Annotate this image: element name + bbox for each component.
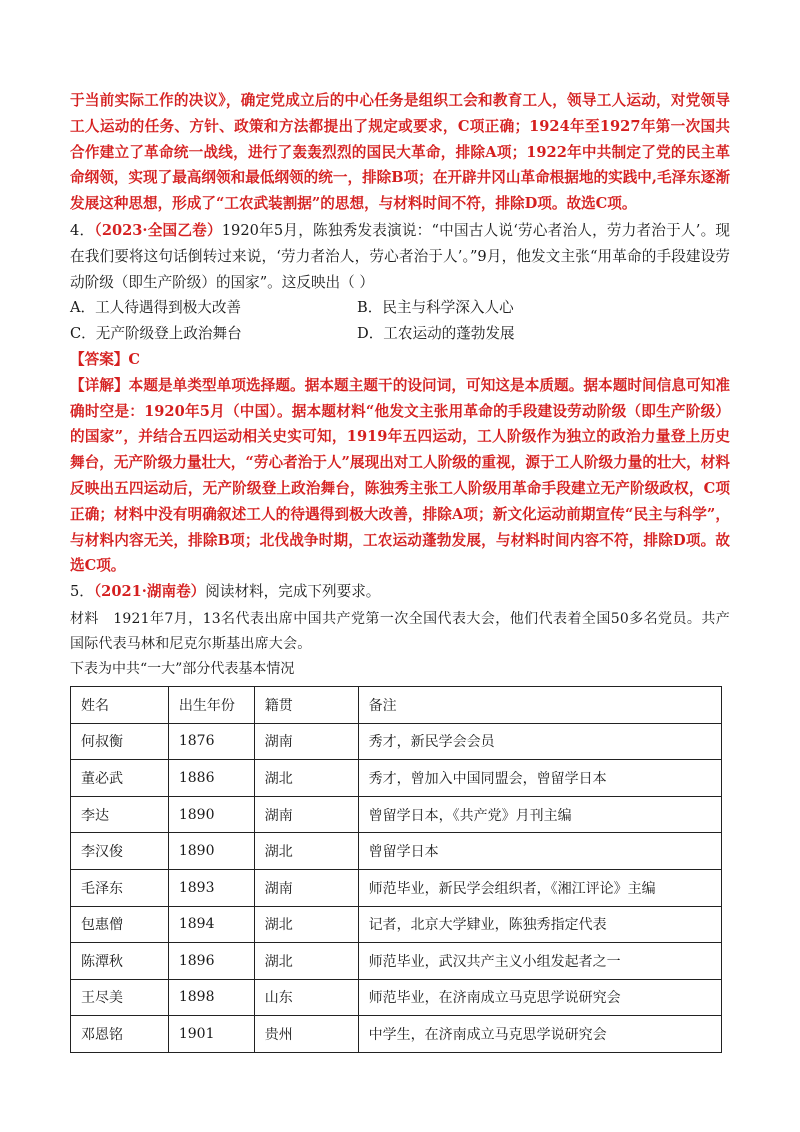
cell-birth-year: 1886 — [168, 760, 254, 797]
table-row — [71, 1016, 722, 1053]
cell-remarks: 中学生，在济南成立马克思学说研究会 — [358, 1016, 721, 1053]
question-5-source: （2021·湖南卷） — [93, 583, 206, 601]
previous-explanation: 于当前实际工作的决议》，确定党成立后的中心任务是组织工会和教育工人，领导工人运动，对党领导工人运动的任务、方针、政策和方法都提出了规定或要求，C项正确；1924年至1927年第一次国共合作建立了革命统一战线，进行了轰轰烈烈的国民大革命，排除A项；1922年中共制定了党的民主革命纲领，实现了最高纲领和最低纲领的统一，排除B项；在开辟井冈山革命根据地的实践中,毛泽东逐渐发展这种思想，形成了“工农武装割据”的思想，与材料时间不符，排除D项。故选C项。 — [70, 92, 730, 213]
cell-birth-year: 1876 — [168, 723, 254, 760]
cell-name: 邓恩铭 — [71, 1016, 169, 1053]
question-4-source: （2023·全国乙卷） — [94, 221, 222, 239]
option-d: D．工农运动的蓬勃发展 — [357, 325, 515, 343]
cell-native-place: 湖南 — [254, 796, 358, 833]
cell-remarks: 秀才，新民学会会员 — [358, 723, 721, 760]
cell-name: 包惠僧 — [71, 906, 169, 943]
table-row — [71, 796, 722, 833]
question-5-text: 阅读材料，完成下列要求。 — [205, 583, 381, 601]
cell-birth-year: 1898 — [168, 979, 254, 1016]
cell-remarks: 师范毕业，在济南成立马克思学说研究会 — [358, 979, 721, 1016]
cell-native-place: 湖北 — [254, 833, 358, 870]
table-row — [71, 760, 722, 797]
cell-native-place: 湖北 — [254, 943, 358, 980]
cell-name: 李达 — [71, 796, 169, 833]
cell-remarks: 记者，北京大学肄业，陈独秀指定代表 — [358, 906, 721, 943]
header-name: 姓名 — [71, 686, 169, 723]
table-row — [71, 833, 722, 870]
cell-birth-year: 1890 — [168, 796, 254, 833]
option-c: C．无产阶级登上政治舞台 — [70, 325, 242, 343]
table-row — [71, 979, 722, 1016]
table-row — [71, 869, 722, 906]
cell-native-place: 山东 — [254, 979, 358, 1016]
question-4-explanation: 【详解】本题是单类型单项选择题。据本题主题干的设问词，可知这是本质题。据本题时间信息可知准确时空是：1920年5月（中国）。据本题材料“他发文主张用革命的手段建设劳动阶级（即生产阶级）的国家”，并结合五四运动相关史实可知，1919年五四运动，工人阶级作为独立的政治力量登上历史舞台，无产阶级力量壮大，“劳心者治于人”展现出对工人阶级的重视，源于工人阶级力量的壮大，材料反映出五四运动后，无产阶级登上政治舞台，陈独秀主张工人阶级用革命手段建立无产阶级政权，C项正确；材料中没有明确叙述工人的待遇得到极大改善，排除A项；新文化运动前期宣传“民主与科学”，与材料内容无关，排除B项；北伐战争时期，工农运动蓬勃发展，与材料时间内容不符，排除D项。故选C项。 — [70, 376, 730, 575]
table-row — [71, 943, 722, 980]
question-4-number: 4． — [70, 221, 95, 239]
cell-birth-year: 1896 — [168, 943, 254, 980]
cell-name: 何叔衡 — [71, 723, 169, 760]
cell-birth-year: 1901 — [168, 1016, 254, 1053]
cell-name: 王尽美 — [71, 979, 169, 1016]
question-5-stem — [70, 579, 730, 605]
cell-birth-year: 1894 — [168, 906, 254, 943]
cell-name: 李汉俊 — [71, 833, 169, 870]
question-4-text: 1920年5月，陈独秀发表演说：“中国古人说‘劳心者治人，劳力者治于人’。现在我们要将这句话倒转过来说，‘劳力者治人，劳心者治于人’。”9月，他发文主张“用革命的手段建设劳动阶级（即生产阶级）的国家”。这反映出（ ） — [70, 221, 730, 291]
question-5-number: 5． — [70, 583, 94, 601]
cell-remarks: 秀才，曾加入中国同盟会，曾留学日本 — [358, 760, 721, 797]
cell-native-place: 湖南 — [254, 869, 358, 906]
table-header-row — [71, 686, 722, 723]
table-row — [71, 723, 722, 760]
question-4-answer: 【答案】C — [70, 350, 140, 368]
cell-name: 董必武 — [71, 760, 169, 797]
cell-birth-year: 1893 — [168, 869, 254, 906]
cell-name: 陈潭秋 — [71, 943, 169, 980]
option-b: B．民主与科学深入人心 — [357, 299, 514, 317]
material-text: 材料 1921年7月，13名代表出席中国共产党第一次全国代表大会，他们代表着全国50多名党员。共产国际代表马林和尼克尔斯基出席大会。 — [70, 610, 730, 652]
question-4-options — [70, 295, 730, 347]
question-4-stem — [70, 218, 730, 295]
cell-remarks: 师范毕业，武汉共产主义小组发起者之一 — [358, 943, 721, 980]
cell-remarks: 师范毕业，新民学会组织者，《湘江评论》主编 — [358, 869, 721, 906]
table-row — [71, 906, 722, 943]
header-native-place: 籍贯 — [254, 686, 358, 723]
header-remarks: 备注 — [358, 686, 721, 723]
document-page — [70, 88, 730, 1053]
cell-name: 毛泽东 — [71, 869, 169, 906]
cell-birth-year: 1890 — [168, 833, 254, 870]
cell-remarks: 曾留学日本，《共产党》月刊主编 — [358, 796, 721, 833]
cell-native-place: 湖北 — [254, 906, 358, 943]
header-birth-year: 出生年份 — [168, 686, 254, 723]
delegates-table — [70, 686, 722, 1053]
cell-remarks: 曾留学日本 — [358, 833, 721, 870]
cell-native-place: 湖南 — [254, 723, 358, 760]
cell-native-place: 湖北 — [254, 760, 358, 797]
cell-native-place: 贵州 — [254, 1016, 358, 1053]
table-caption: 下表为中共“一大”部分代表基本情况 — [70, 660, 295, 677]
option-a: A．工人待遇得到极大改善 — [70, 299, 242, 317]
